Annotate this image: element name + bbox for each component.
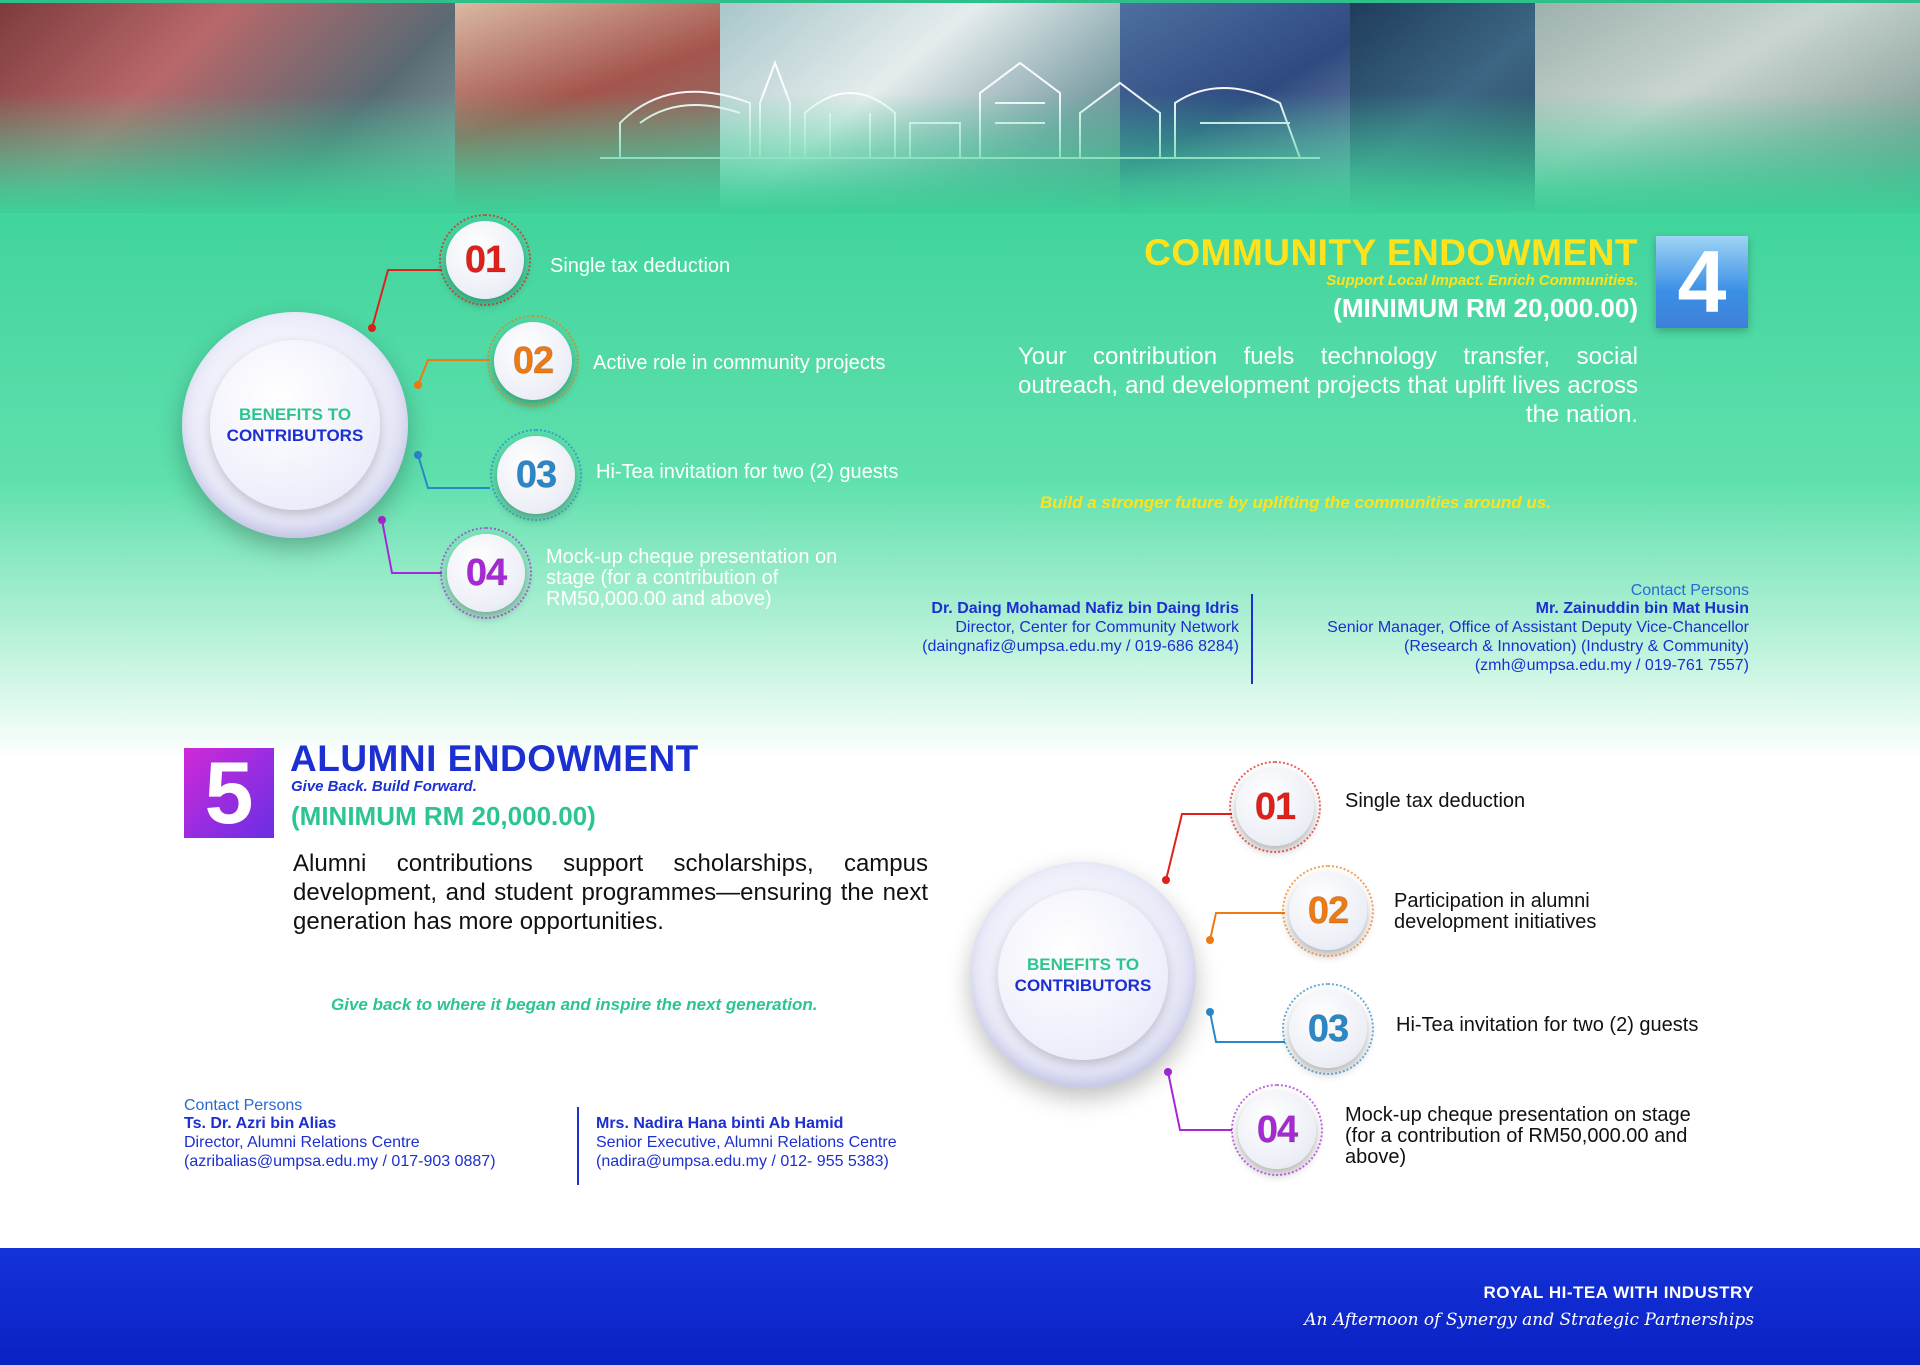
contact-details: (daingnafiz@umpsa.edu.my / 019-686 8284): [922, 638, 1239, 655]
alumni-benefits-title: [970, 954, 1196, 996]
contact-divider: [577, 1107, 579, 1185]
contact-role: Senior Executive, Alumni Relations Centre: [596, 1134, 897, 1151]
community-benefit-02-badge: 02: [494, 322, 572, 400]
community-benefit-01-text: Single tax deduction: [550, 255, 731, 277]
alumni-contact-1: [184, 1114, 496, 1171]
banner-fade-overlay: [0, 93, 1920, 213]
alumni-subtitle: Give Back. Build Forward.: [291, 778, 477, 795]
alumni-contact-2: [596, 1114, 897, 1171]
contact-role-line2: (Research & Innovation) (Industry & Community): [1403, 638, 1749, 655]
community-description: Your contribution fuels technology transfer, social outreach, and development projects that uplift lives across the nation.: [1018, 343, 1638, 428]
community-contact-2: [1327, 599, 1749, 675]
contact-role: Director, Alumni Relations Centre: [184, 1134, 420, 1151]
alumni-benefit-04-text: Mock-up cheque presentation on stage (for a contribution of RM50,000.00 and above): [1345, 1104, 1691, 1168]
contact-role: Senior Manager, Office of Assistant Deputy Vice-Chancellor: [1327, 619, 1749, 636]
benefits-title-line2: CONTRIBUTORS: [226, 426, 364, 445]
footer-subtitle: An Afternoon of Synergy and Strategic Partnerships: [1304, 1310, 1754, 1330]
community-contact-1: [922, 599, 1239, 656]
contact-name: Dr. Daing Mohamad Nafiz bin Daing Idris: [931, 600, 1239, 617]
community-tagline: Build a stronger future by uplifting the communities around us.: [1040, 493, 1551, 512]
contact-details: (azribalias@umpsa.edu.my / 017-903 0887): [184, 1153, 496, 1170]
contact-role: Director, Center for Community Network: [955, 619, 1239, 636]
alumni-benefit-03-text: Hi-Tea invitation for two (2) guests: [1396, 1014, 1699, 1036]
alumni-benefit-04-badge: 04: [1238, 1091, 1316, 1169]
alumni-description: Alumni contributions support scholarships, campus development, and student programmes—ensuring the next generation has more opportunities.: [293, 850, 928, 935]
footer-bar: [0, 1248, 1920, 1365]
footer-title: ROYAL HI-TEA WITH INDUSTRY: [1483, 1283, 1754, 1302]
alumni-tagline: Give back to where it began and inspire the next generation.: [331, 995, 818, 1014]
alumni-title: ALUMNI ENDOWMENT: [290, 738, 699, 779]
contact-name: Mr. Zainuddin bin Mat Husin: [1535, 600, 1749, 617]
community-subtitle: Support Local Impact. Enrich Communities.: [1326, 272, 1638, 289]
alumni-benefit-01-badge: 01: [1236, 768, 1314, 846]
community-section-number: 4: [1656, 236, 1748, 328]
community-benefit-03-badge: 03: [497, 436, 575, 514]
alumni-benefit-03-badge: 03: [1289, 990, 1367, 1068]
alumni-benefit-01-text: Single tax deduction: [1345, 790, 1526, 812]
community-title: COMMUNITY ENDOWMENT: [1144, 232, 1638, 273]
contact-name: Ts. Dr. Azri bin Alias: [184, 1115, 337, 1132]
contact-divider: [1251, 594, 1253, 684]
benefits-title-line1: BENEFITS TO: [1026, 955, 1140, 974]
contact-details: (zmh@umpsa.edu.my / 019-761 7557): [1474, 657, 1749, 674]
community-benefit-03-text: Hi-Tea invitation for two (2) guests: [596, 461, 899, 483]
community-benefit-01-badge: 01: [446, 221, 524, 299]
community-contacts-label: Contact Persons: [1630, 582, 1749, 599]
benefits-title-line2: CONTRIBUTORS: [1014, 976, 1152, 995]
alumni-benefits-circle: [970, 862, 1196, 1088]
header-photo-banner: [0, 0, 1920, 213]
community-benefits-circle: [182, 312, 408, 538]
alumni-section-number: 5: [184, 748, 274, 838]
alumni-contacts-label: Contact Persons: [184, 1097, 303, 1114]
community-benefit-04-text: Mock-up cheque presentation on stage (for a contribution of RM50,000.00 and above): [546, 546, 838, 610]
community-minimum: (MINIMUM RM 20,000.00): [1333, 293, 1638, 323]
alumni-minimum: (MINIMUM RM 20,000.00): [291, 801, 596, 831]
alumni-benefit-02-text: Participation in alumni development initiatives: [1394, 890, 1597, 933]
contact-details: (nadira@umpsa.edu.my / 012- 955 5383): [596, 1153, 889, 1170]
community-benefit-04-badge: 04: [447, 534, 525, 612]
contact-name: Mrs. Nadira Hana binti Ab Hamid: [596, 1115, 844, 1132]
community-benefits-title: [182, 404, 408, 446]
community-benefit-02-text: Active role in community projects: [593, 352, 886, 374]
benefits-title-line1: BENEFITS TO: [238, 405, 352, 424]
alumni-benefit-02-badge: 02: [1289, 872, 1367, 950]
